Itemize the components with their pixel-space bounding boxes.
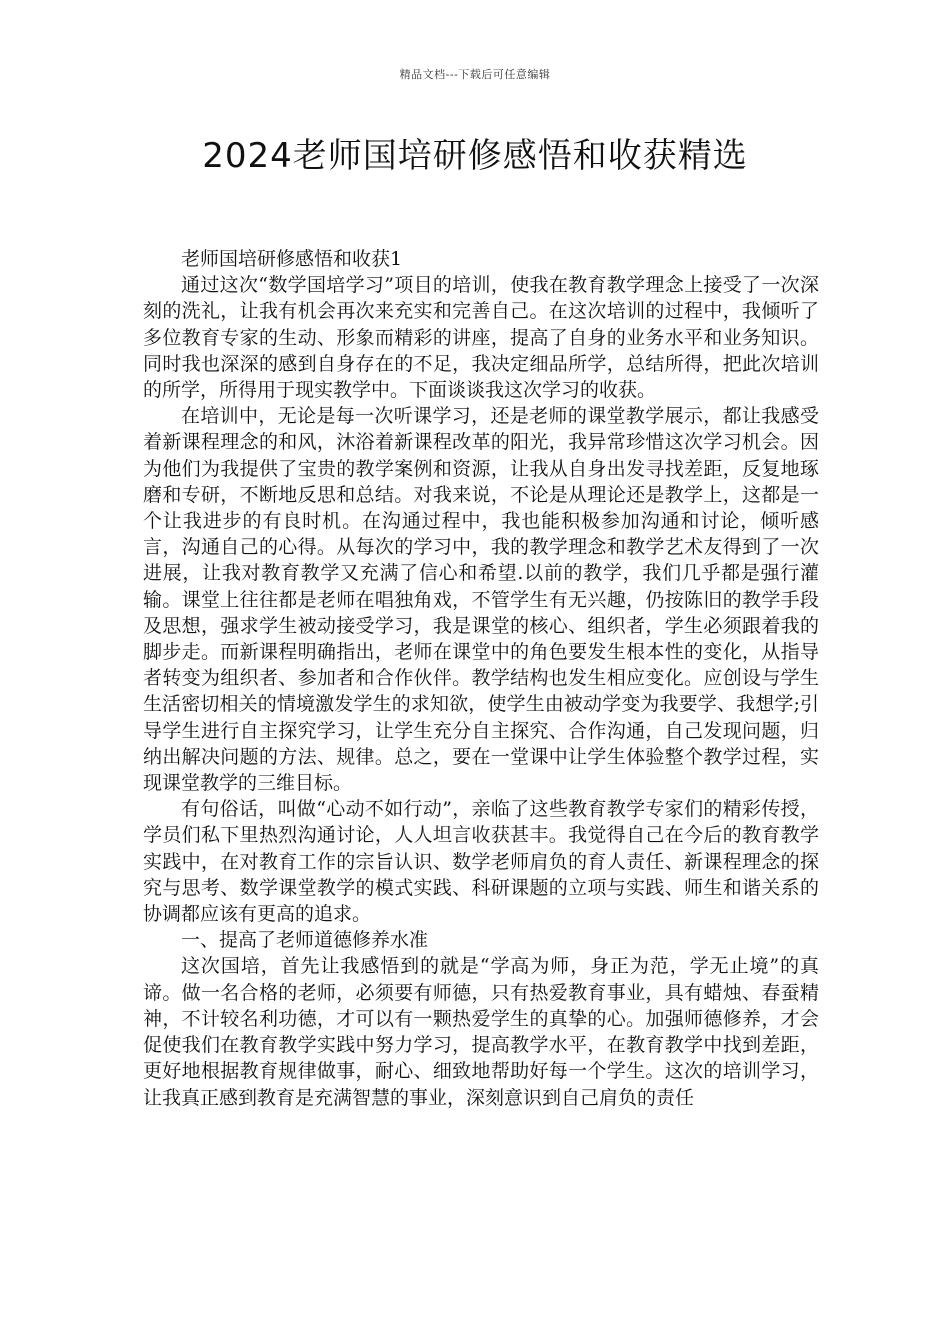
paragraph-4: 这次国培，首先让我感悟到的就是“学高为师，身正为范，学无止境”的真谛。做一名合格的老师，必须要有师德，只有热爱教育事业，具有蜡烛、春蚕精神，不计较名利功德，才可以有一颗热爱学生的真挚的心。加强师德修养，才会促使我们在教育教学实践中努力学习，提高教学水平，在教育教学中找到差距，更好地根据教育规律做事，耐心、细致地帮助好每一个学生。这次的培训学习，让我真正感到教育是充满智慧的事业，深刻意识到自己肩负的责任 [143,955,819,1109]
document-title: 2024老师国培研修感悟和收获精选 [202,136,748,176]
paragraph-1: 通过这次“数学国培学习”项目的培训，使我在教育教学理念上接受了一次深刻的洗礼，让我有机会再次来充实和完善自己。在这次培训的过程中，我倾听了多位教育专家的生动、形象而精彩的讲座，提高了自身的业务水平和业务知识。同时我也深深的感到自身存在的不足，我决定细品所学，总结所得，把此次培训的所学，所得用于现实教学中。下面谈谈我这次学习的收获。 [143,274,819,402]
subheading-1: 一、提高了老师道德修养水准 [181,929,429,952]
paragraph-3: 有句俗话，叫做“心动不如行动”，亲临了这些教育教学专家们的精彩传授，学员们私下里热烈沟通讨论，人人坦言收获甚丰。我觉得自己在今后的教育教学实践中，在对教育工作的宗旨认识、数学老师肩负的育人责任、新课程理念的探究与思考、数学课堂教学的模式实践、科研课题的立项与实践、师生和谐关系的协调都应该有更高的追求。 [143,798,819,926]
header-note: 精品文档---下载后可任意编辑 [399,68,551,81]
paragraph-2: 在培训中，无论是每一次听课学习，还是老师的课堂教学展示，都让我感受着新课程理念的和风，沐浴着新课程改革的阳光，我异常珍惜这次学习机会。因为他们为我提供了宝贵的教学案例和资源，让我从自身出发寻找差距，反复地琢磨和专研，不断地反思和总结。对我来说，不论是从理论还是教学上，这都是一个让我进步的有良时机。在沟通过程中，我也能积极参加沟通和讨论，倾听感言，沟通自己的心得。从每次的学习中，我的教学理念和教学艺术友得到了一次进展，让我对教育教学又充满了信心和希望.以前的教学，我们几乎都是强行灌输。课堂上往往都是老师在唱独角戏，不管学生有无兴趣，仍按陈旧的教学手段及思想，强求学生被动接受学习，我是课堂的核心、组织者，学生必须跟着我的脚步走。而新课程明确指出，老师在课堂中的角色要发生根本性的变化，从指导者转变为组织者、参加者和合作伙伴。教学结构也发生相应变化。应创设与学生生活密切相关的情境激发学生的求知欲，使学生由被动学变为我要学、我想学;引导学生进行自主探究学习，让学生充分自主探究、合作沟通，自己发现问题，归纳出解决问题的方法、规律。总之，要在一堂课中让学生体验整个教学过程，实现课堂教学的三维目标。 [143,405,819,795]
section-heading: 老师国培研修感悟和收获1 [181,248,403,270]
document-body [143,246,819,1111]
